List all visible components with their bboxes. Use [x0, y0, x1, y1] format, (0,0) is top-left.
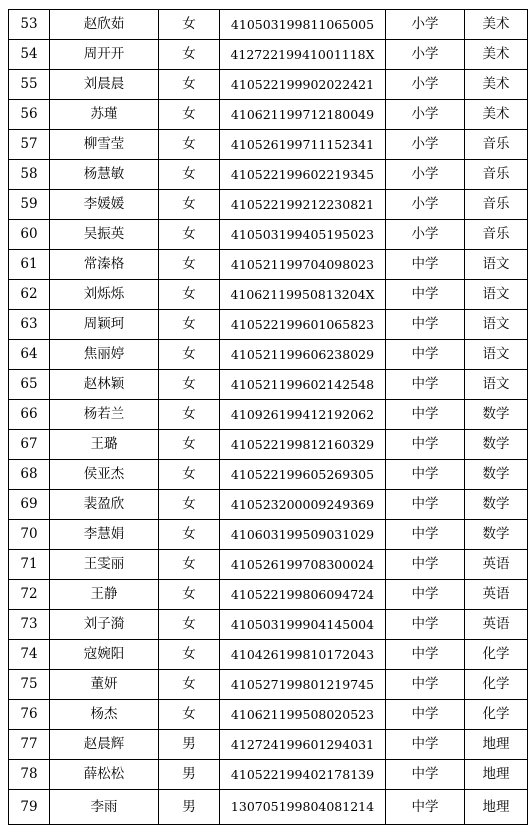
row-number-cell: 75 — [9, 670, 50, 700]
name-cell: 李媛媛 — [50, 190, 159, 220]
id-number-cell: 410522199402178139 — [220, 760, 386, 790]
school-stage-cell: 中学 — [386, 760, 465, 790]
gender-cell: 女 — [159, 550, 220, 580]
gender-cell: 女 — [159, 160, 220, 190]
gender-cell: 女 — [159, 100, 220, 130]
id-number-cell: 410526199708300024 — [220, 550, 386, 580]
table-row — [9, 700, 528, 730]
table-row — [9, 670, 528, 700]
roster-sheet — [8, 9, 521, 825]
table-row — [9, 790, 528, 825]
name-cell: 常溱格 — [50, 250, 159, 280]
row-number-cell: 78 — [9, 760, 50, 790]
subject-cell: 美术 — [465, 40, 528, 70]
school-stage-cell: 中学 — [386, 340, 465, 370]
subject-cell: 美术 — [465, 10, 528, 40]
subject-cell: 地理 — [465, 760, 528, 790]
school-stage-cell: 小学 — [386, 10, 465, 40]
id-number-cell: 410522199605269305 — [220, 460, 386, 490]
name-cell: 王雯丽 — [50, 550, 159, 580]
school-stage-cell: 中学 — [386, 490, 465, 520]
id-number-cell: 410522199812160329 — [220, 430, 386, 460]
school-stage-cell: 中学 — [386, 430, 465, 460]
row-number-cell: 79 — [9, 790, 50, 825]
table-row — [9, 610, 528, 640]
name-cell: 裴盈欣 — [50, 490, 159, 520]
row-number-cell: 70 — [9, 520, 50, 550]
id-number-cell: 410621199508020523 — [220, 700, 386, 730]
row-number-cell: 62 — [9, 280, 50, 310]
table-row — [9, 580, 528, 610]
table-row — [9, 190, 528, 220]
table-row — [9, 520, 528, 550]
name-cell: 刘晨晨 — [50, 70, 159, 100]
name-cell: 苏瑾 — [50, 100, 159, 130]
id-number-cell: 410503199904145004 — [220, 610, 386, 640]
row-number-cell: 63 — [9, 310, 50, 340]
name-cell: 赵林颖 — [50, 370, 159, 400]
row-number-cell: 61 — [9, 250, 50, 280]
gender-cell: 女 — [159, 10, 220, 40]
school-stage-cell: 中学 — [386, 610, 465, 640]
school-stage-cell: 中学 — [386, 460, 465, 490]
name-cell: 柳雪莹 — [50, 130, 159, 160]
id-number-cell: 130705199804081214 — [220, 790, 386, 825]
id-number-cell: 410526199711152341 — [220, 130, 386, 160]
subject-cell: 地理 — [465, 730, 528, 760]
name-cell: 侯亚杰 — [50, 460, 159, 490]
subject-cell: 数学 — [465, 430, 528, 460]
id-number-cell: 410426199810172043 — [220, 640, 386, 670]
name-cell: 薛松松 — [50, 760, 159, 790]
id-number-cell: 410522199806094724 — [220, 580, 386, 610]
id-number-cell: 410522199601065823 — [220, 310, 386, 340]
table-row — [9, 100, 528, 130]
row-number-cell: 74 — [9, 640, 50, 670]
name-cell: 刘烁烁 — [50, 280, 159, 310]
gender-cell: 男 — [159, 790, 220, 825]
school-stage-cell: 中学 — [386, 640, 465, 670]
roster-table-body — [9, 10, 528, 825]
name-cell: 李慧娟 — [50, 520, 159, 550]
gender-cell: 女 — [159, 310, 220, 340]
table-row — [9, 640, 528, 670]
school-stage-cell: 小学 — [386, 100, 465, 130]
table-row — [9, 10, 528, 40]
row-number-cell: 67 — [9, 430, 50, 460]
id-number-cell: 410522199902022421 — [220, 70, 386, 100]
subject-cell: 语文 — [465, 340, 528, 370]
gender-cell: 女 — [159, 220, 220, 250]
table-row — [9, 340, 528, 370]
subject-cell: 化学 — [465, 640, 528, 670]
gender-cell: 女 — [159, 460, 220, 490]
subject-cell: 语文 — [465, 370, 528, 400]
table-row — [9, 310, 528, 340]
row-number-cell: 54 — [9, 40, 50, 70]
subject-cell: 英语 — [465, 550, 528, 580]
subject-cell: 语文 — [465, 280, 528, 310]
subject-cell: 语文 — [465, 310, 528, 340]
name-cell: 王璐 — [50, 430, 159, 460]
subject-cell: 数学 — [465, 460, 528, 490]
table-row — [9, 130, 528, 160]
gender-cell: 女 — [159, 670, 220, 700]
id-number-cell: 410523200009249369 — [220, 490, 386, 520]
subject-cell: 美术 — [465, 70, 528, 100]
subject-cell: 化学 — [465, 700, 528, 730]
subject-cell: 语文 — [465, 250, 528, 280]
gender-cell: 女 — [159, 190, 220, 220]
gender-cell: 女 — [159, 580, 220, 610]
school-stage-cell: 中学 — [386, 730, 465, 760]
school-stage-cell: 中学 — [386, 400, 465, 430]
id-number-cell: 410503199405195023 — [220, 220, 386, 250]
row-number-cell: 56 — [9, 100, 50, 130]
table-row — [9, 550, 528, 580]
row-number-cell: 71 — [9, 550, 50, 580]
gender-cell: 女 — [159, 130, 220, 160]
id-number-cell: 410503199811065005 — [220, 10, 386, 40]
name-cell: 周开开 — [50, 40, 159, 70]
id-number-cell: 412724199601294031 — [220, 730, 386, 760]
subject-cell: 美术 — [465, 100, 528, 130]
table-row — [9, 490, 528, 520]
subject-cell: 音乐 — [465, 220, 528, 250]
gender-cell: 女 — [159, 700, 220, 730]
roster-table — [8, 9, 528, 825]
id-number-cell: 410603199509031029 — [220, 520, 386, 550]
id-number-cell: 410522199212230821 — [220, 190, 386, 220]
school-stage-cell: 小学 — [386, 40, 465, 70]
row-number-cell: 72 — [9, 580, 50, 610]
name-cell: 寇婉阳 — [50, 640, 159, 670]
gender-cell: 女 — [159, 70, 220, 100]
table-row — [9, 70, 528, 100]
school-stage-cell: 小学 — [386, 220, 465, 250]
subject-cell: 化学 — [465, 670, 528, 700]
school-stage-cell: 中学 — [386, 580, 465, 610]
school-stage-cell: 中学 — [386, 520, 465, 550]
id-number-cell: 410522199602219345 — [220, 160, 386, 190]
gender-cell: 女 — [159, 370, 220, 400]
gender-cell: 女 — [159, 610, 220, 640]
table-row — [9, 250, 528, 280]
school-stage-cell: 中学 — [386, 550, 465, 580]
row-number-cell: 58 — [9, 160, 50, 190]
table-row — [9, 430, 528, 460]
school-stage-cell: 小学 — [386, 130, 465, 160]
table-row — [9, 160, 528, 190]
row-number-cell: 66 — [9, 400, 50, 430]
name-cell: 杨杰 — [50, 700, 159, 730]
id-number-cell: 41272219941001118X — [220, 40, 386, 70]
name-cell: 王静 — [50, 580, 159, 610]
school-stage-cell: 中学 — [386, 370, 465, 400]
table-row — [9, 280, 528, 310]
id-number-cell: 410527199801219745 — [220, 670, 386, 700]
school-stage-cell: 中学 — [386, 700, 465, 730]
school-stage-cell: 小学 — [386, 160, 465, 190]
subject-cell: 音乐 — [465, 130, 528, 160]
row-number-cell: 64 — [9, 340, 50, 370]
table-row — [9, 400, 528, 430]
school-stage-cell: 中学 — [386, 790, 465, 825]
name-cell: 周颖珂 — [50, 310, 159, 340]
gender-cell: 女 — [159, 340, 220, 370]
name-cell: 吴振英 — [50, 220, 159, 250]
subject-cell: 数学 — [465, 400, 528, 430]
row-number-cell: 53 — [9, 10, 50, 40]
school-stage-cell: 中学 — [386, 250, 465, 280]
gender-cell: 女 — [159, 280, 220, 310]
name-cell: 李雨 — [50, 790, 159, 825]
name-cell: 赵欣茹 — [50, 10, 159, 40]
row-number-cell: 77 — [9, 730, 50, 760]
gender-cell: 女 — [159, 430, 220, 460]
name-cell: 刘子漪 — [50, 610, 159, 640]
table-row — [9, 220, 528, 250]
row-number-cell: 59 — [9, 190, 50, 220]
table-row — [9, 730, 528, 760]
name-cell: 焦丽婷 — [50, 340, 159, 370]
name-cell: 杨慧敏 — [50, 160, 159, 190]
row-number-cell: 60 — [9, 220, 50, 250]
table-row — [9, 40, 528, 70]
row-number-cell: 65 — [9, 370, 50, 400]
gender-cell: 女 — [159, 640, 220, 670]
school-stage-cell: 中学 — [386, 670, 465, 700]
id-number-cell: 41062119950813204X — [220, 280, 386, 310]
row-number-cell: 55 — [9, 70, 50, 100]
id-number-cell: 410521199704098023 — [220, 250, 386, 280]
table-row — [9, 760, 528, 790]
row-number-cell: 69 — [9, 490, 50, 520]
name-cell: 赵晨辉 — [50, 730, 159, 760]
gender-cell: 女 — [159, 250, 220, 280]
gender-cell: 女 — [159, 400, 220, 430]
id-number-cell: 410521199606238029 — [220, 340, 386, 370]
gender-cell: 女 — [159, 40, 220, 70]
subject-cell: 音乐 — [465, 160, 528, 190]
school-stage-cell: 小学 — [386, 70, 465, 100]
name-cell: 董妍 — [50, 670, 159, 700]
subject-cell: 数学 — [465, 490, 528, 520]
school-stage-cell: 小学 — [386, 190, 465, 220]
gender-cell: 女 — [159, 490, 220, 520]
subject-cell: 地理 — [465, 790, 528, 825]
name-cell: 杨若兰 — [50, 400, 159, 430]
table-row — [9, 370, 528, 400]
gender-cell: 男 — [159, 760, 220, 790]
row-number-cell: 73 — [9, 610, 50, 640]
id-number-cell: 410621199712180049 — [220, 100, 386, 130]
subject-cell: 数学 — [465, 520, 528, 550]
subject-cell: 英语 — [465, 580, 528, 610]
subject-cell: 音乐 — [465, 190, 528, 220]
table-row — [9, 460, 528, 490]
row-number-cell: 68 — [9, 460, 50, 490]
gender-cell: 女 — [159, 520, 220, 550]
school-stage-cell: 中学 — [386, 280, 465, 310]
id-number-cell: 410521199602142548 — [220, 370, 386, 400]
row-number-cell: 76 — [9, 700, 50, 730]
subject-cell: 英语 — [465, 610, 528, 640]
gender-cell: 男 — [159, 730, 220, 760]
school-stage-cell: 中学 — [386, 310, 465, 340]
id-number-cell: 410926199412192062 — [220, 400, 386, 430]
row-number-cell: 57 — [9, 130, 50, 160]
